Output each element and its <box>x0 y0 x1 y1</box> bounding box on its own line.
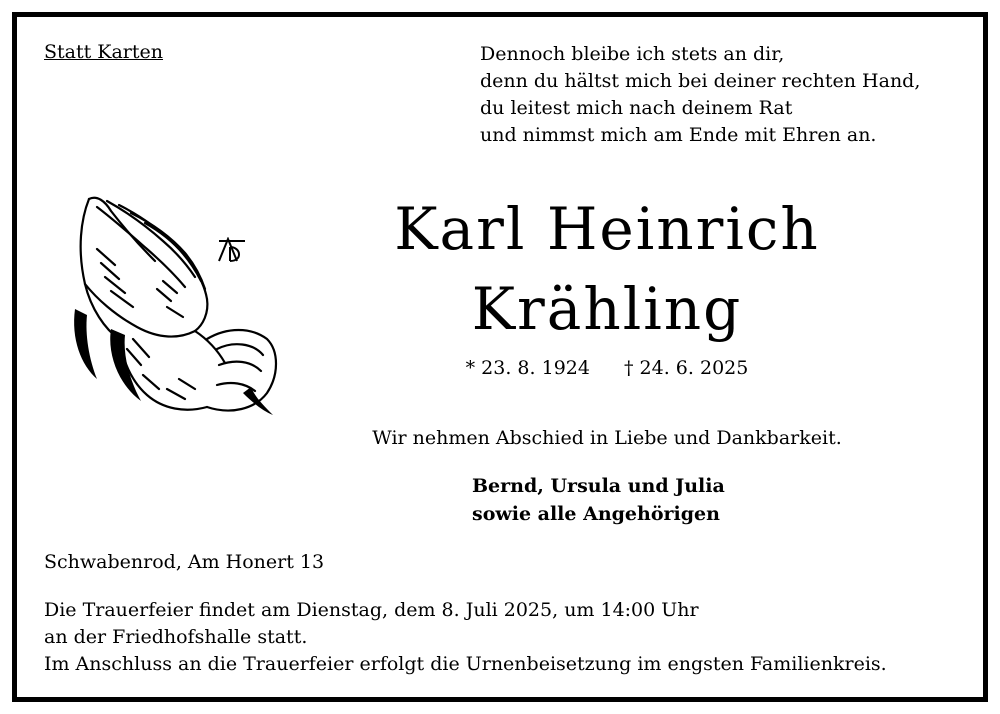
verse-line: Dennoch bleibe ich stets an dir, <box>480 43 785 65</box>
mourners-line: sowie alle Angehörigen <box>472 503 720 525</box>
verse-line: du leitest mich nach deinem Rat <box>480 97 793 119</box>
mourners <box>472 472 725 528</box>
verse-line: denn du hältst mich bei deiner rechten Hand, <box>480 70 921 92</box>
funeral-info <box>44 597 887 678</box>
info-line: an der Friedhofshalle statt. <box>44 626 308 648</box>
death-date: † 24. 6. 2025 <box>624 357 749 379</box>
praying-hands-icon <box>67 189 282 419</box>
obituary-card <box>12 12 988 702</box>
address: Schwabenrod, Am Honert 13 <box>44 551 325 573</box>
birth-date: * 23. 8. 1924 <box>465 357 590 379</box>
farewell-text: Wir nehmen Abschied in Liebe und Dankbarkeit. <box>372 427 842 449</box>
life-dates <box>307 357 907 379</box>
info-line: Im Anschluss an die Trauerfeier erfolgt die Urnenbeisetzung im engsten Familienkreis. <box>44 653 887 675</box>
statt-karten-label: Statt Karten <box>44 41 164 63</box>
duerer-monogram-icon <box>217 237 247 263</box>
bible-verse <box>480 41 920 149</box>
deceased-first-names: Karl Heinrich <box>394 195 820 263</box>
mourners-line: Bernd, Ursula und Julia <box>472 475 725 497</box>
deceased-surname: Krähling <box>471 275 743 343</box>
info-line: Die Trauerfeier findet am Dienstag, dem 8. Juli 2025, um 14:00 Uhr <box>44 599 699 621</box>
verse-line: und nimmst mich am Ende mit Ehren an. <box>480 124 877 146</box>
